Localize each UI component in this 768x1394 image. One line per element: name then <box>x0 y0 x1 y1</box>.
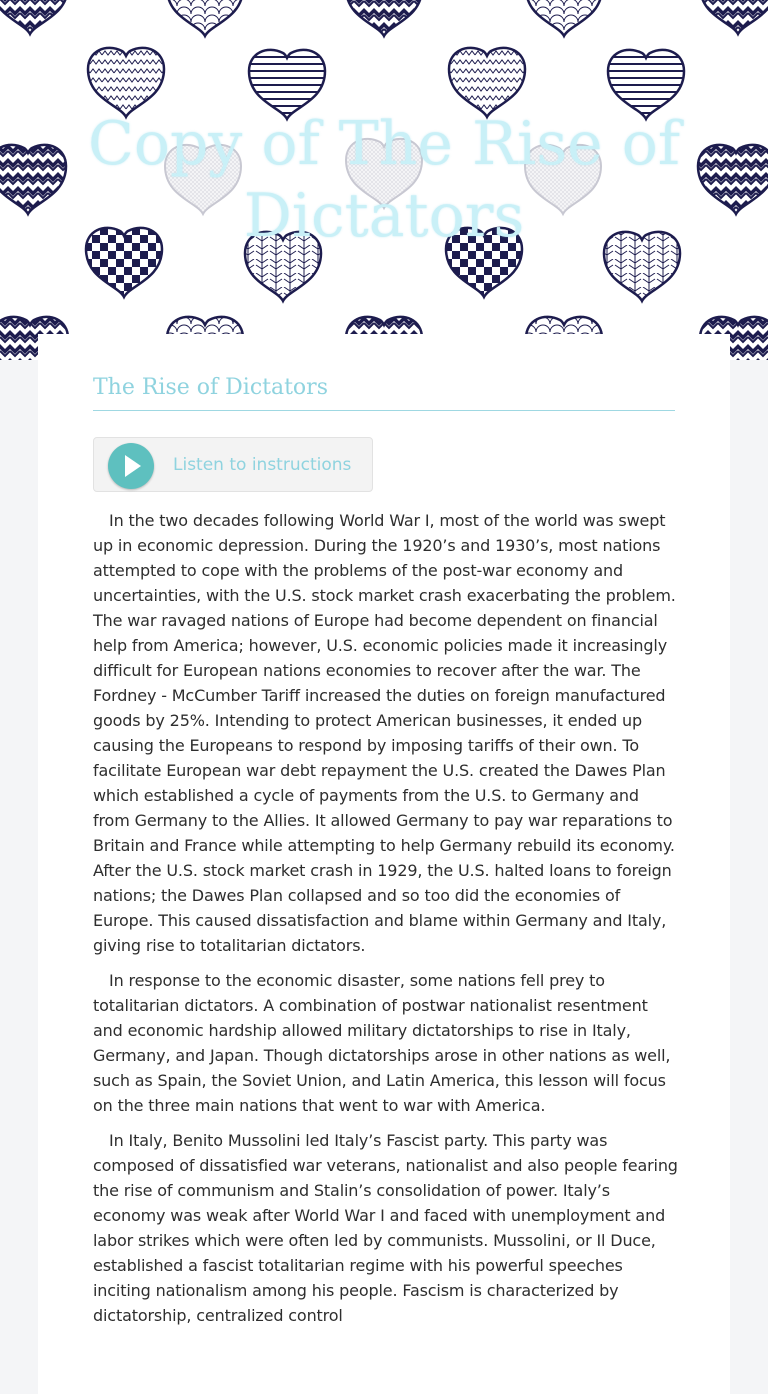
lesson-text <box>93 508 678 1338</box>
listen-to-instructions-button[interactable] <box>93 437 373 492</box>
play-icon[interactable] <box>108 443 154 489</box>
page-title: Copy of The Rise of Dictators <box>87 109 681 251</box>
paragraph: In the two decades following World War I, most of the world was swept up in economic depression. During the 1920’s and 1930’s, most nations attempted to cope with the problems of the post-war economy and uncertainties, with the U.S. stock market crash exacerbating the problem. The war ravaged nations of Europe had become dependent on financial help from America; however, U.S. economic policies made it increasingly difficult for European nations economies to recover after the war. The Fordney - McCumber Tariff increased the duties on foreign manufactured goods by 25%. Intending to protect American businesses, it ended up causing the Europeans to respond by imposing tariffs of their own. To facilitate European war debt repayment the U.S. created the Dawes Plan which established a cycle of payments from the U.S. to Germany and from Germany to the Allies. It allowed Germany to pay war reparations to Britain and France while attempting to help Germany rebuild its economy. After the U.S. stock market crash in 1929, the U.S. halted loans to foreign nations; the Dawes Plan collapsed and so too did the economies of Europe. This caused dissatisfaction and blame within Germany and Italy, giving rise to totalitarian dictators. <box>93 511 676 955</box>
listen-label: Listen to instructions <box>173 455 352 475</box>
header-banner <box>0 0 768 360</box>
paragraph: In response to the economic disaster, some nations fell prey to totalitarian dictators. A combination of postwar nationalist resentment and economic hardship allowed military dictatorships to rise in Italy, Germany, and Japan. Though dictatorships arose in other nations as well, such as Spain, the Soviet Union, and Latin America, this lesson will focus on the three main nations that went to war with America. <box>93 971 671 1115</box>
paragraph: In Italy, Benito Mussolini led Italy’s Fascist party. This party was composed of dissatisfied war veterans, nationalist and also people fearing the rise of communism and Stalin’s consolidation of power. Italy’s economy was weak after World War I and faced with unemployment and labor strikes which were often led by communists. Mussolini, or Il Duce, established a fascist totalitarian regime with his powerful speeches inciting nationalism among his people. Fascism is characterized by dictatorship, centralized control <box>93 1131 678 1325</box>
section-title: The Rise of Dictators <box>93 370 675 411</box>
content-card <box>38 334 730 1394</box>
